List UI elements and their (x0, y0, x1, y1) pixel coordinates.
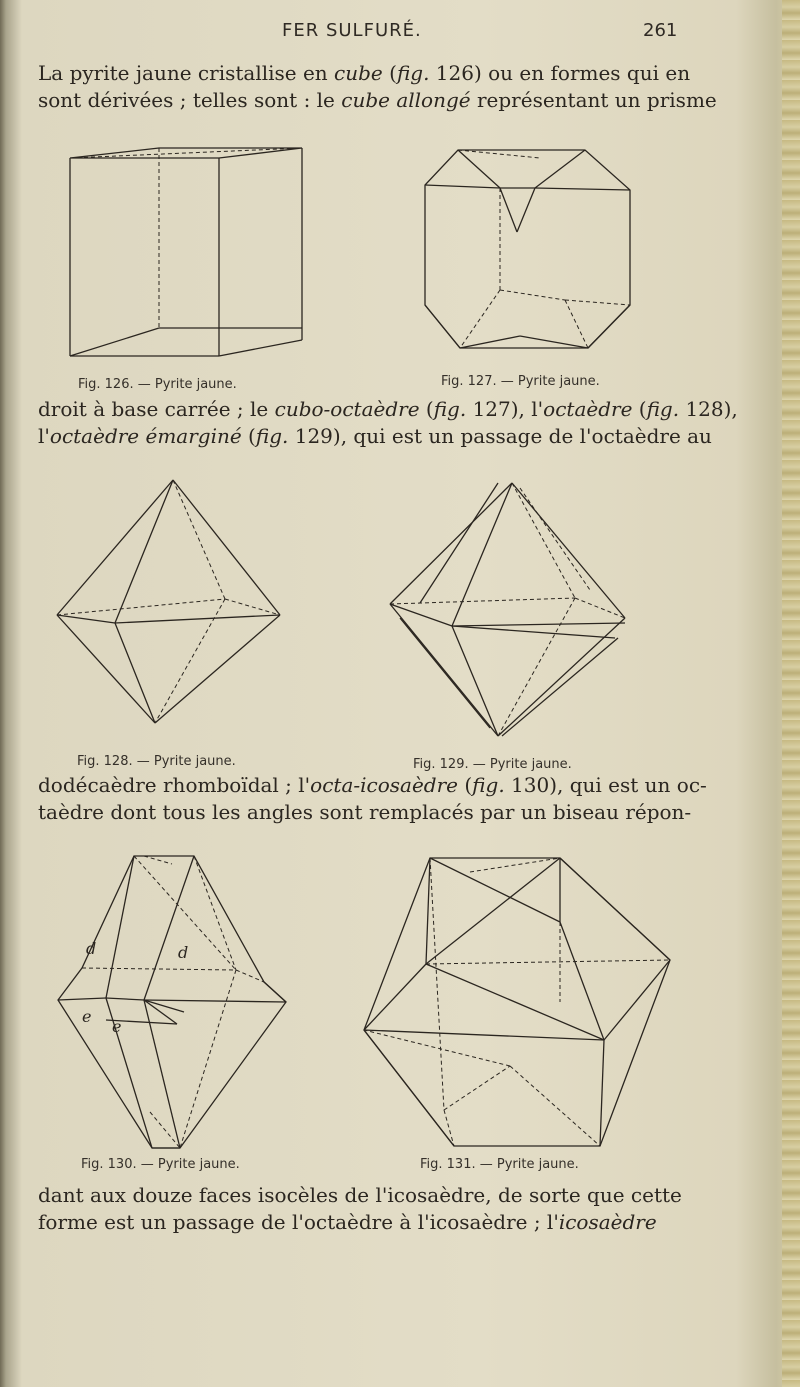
paragraph-1 (38, 60, 738, 114)
text-run: dodécaèdre rhomboïdal ; l' (38, 773, 311, 797)
octa-icosahedron-diagram (54, 850, 299, 1155)
paragraph-2 (38, 396, 738, 450)
italic-term: octa-icosaèdre (310, 773, 458, 797)
italic-term: octaèdre émarginé (49, 424, 242, 448)
figure-130 (54, 850, 299, 1155)
text-run: ( (419, 397, 434, 421)
page-edge (782, 0, 800, 1387)
text-run: l' (38, 424, 50, 448)
italic-term: cube (334, 61, 383, 85)
text-run: La pyrite jaune cristallise en (38, 61, 335, 85)
text-line (38, 1209, 738, 1236)
paragraph-3 (38, 772, 738, 826)
paragraph-4 (38, 1182, 738, 1236)
face-label-e: e (112, 1017, 122, 1036)
figure-128 (55, 475, 295, 730)
text-line (38, 423, 738, 450)
italic-term: fig. (255, 424, 289, 448)
italic-term: fig. (433, 397, 467, 421)
text-run: droit à base carrée ; le (38, 397, 275, 421)
text-run: 130), qui est un oc- (504, 773, 707, 797)
italic-term: fig. (472, 773, 505, 797)
figure-126 (64, 118, 314, 378)
text-run: ( (382, 61, 397, 85)
icosahedron-diagram (360, 852, 680, 1152)
cubo-octahedron-diagram (420, 140, 640, 360)
italic-term: fig. (396, 61, 430, 85)
text-run: forme est un passage de l'octaèdre à l'icosaèdre ; l' (38, 1210, 559, 1234)
text-line (38, 87, 738, 114)
caption-fig-129: Fig. 129. — Pyrite jaune. (413, 757, 572, 772)
caption-fig-128: Fig. 128. — Pyrite jaune. (77, 754, 236, 769)
figure-131 (360, 852, 680, 1152)
text-run: ( (458, 773, 473, 797)
text-run: sont dérivées ; telles sont : le (38, 88, 342, 112)
text-run: 126) ou en formes qui en (429, 61, 691, 85)
caption-fig-131: Fig. 131. — Pyrite jaune. (420, 1157, 579, 1172)
caption-fig-126: Fig. 126. — Pyrite jaune. (78, 377, 237, 392)
text-line: dant aux douze faces isocèles de l'icosaèdre, de sorte que cette (38, 1183, 682, 1207)
octahedron-diagram (55, 475, 295, 730)
running-title: FER SULFURÉ. (282, 20, 422, 41)
italic-term: octaèdre (543, 397, 633, 421)
text-run: ( (241, 424, 256, 448)
figure-127 (420, 140, 640, 360)
running-head (0, 20, 800, 50)
text-line: taèdre dont tous les angles sont remplacés par un biseau répon- (38, 800, 692, 824)
text-run: ( (632, 397, 647, 421)
text-run: 129), qui est un passage de l'octaèdre au (288, 424, 712, 448)
text-run: représentant un prisme (470, 88, 717, 112)
face-label-e: e (82, 1007, 92, 1026)
caption-fig-130: Fig. 130. — Pyrite jaune. (81, 1157, 240, 1172)
text-line (38, 772, 738, 799)
page-number: 261 (643, 20, 678, 41)
italic-term: icosaèdre (558, 1210, 657, 1234)
text-run: 128), (679, 397, 738, 421)
text-run: 127), l' (466, 397, 544, 421)
italic-term: fig. (646, 397, 680, 421)
caption-fig-127: Fig. 127. — Pyrite jaune. (441, 374, 600, 389)
text-line (38, 396, 738, 423)
figure-129 (380, 478, 630, 753)
text-line (38, 60, 738, 87)
cube-diagram (64, 118, 314, 378)
face-label-d: d (86, 939, 97, 958)
italic-term: cubo-octaèdre (274, 397, 420, 421)
italic-term: cube allongé (341, 88, 471, 112)
emarginated-octahedron-diagram (380, 478, 630, 753)
face-label-d: d (178, 943, 189, 962)
